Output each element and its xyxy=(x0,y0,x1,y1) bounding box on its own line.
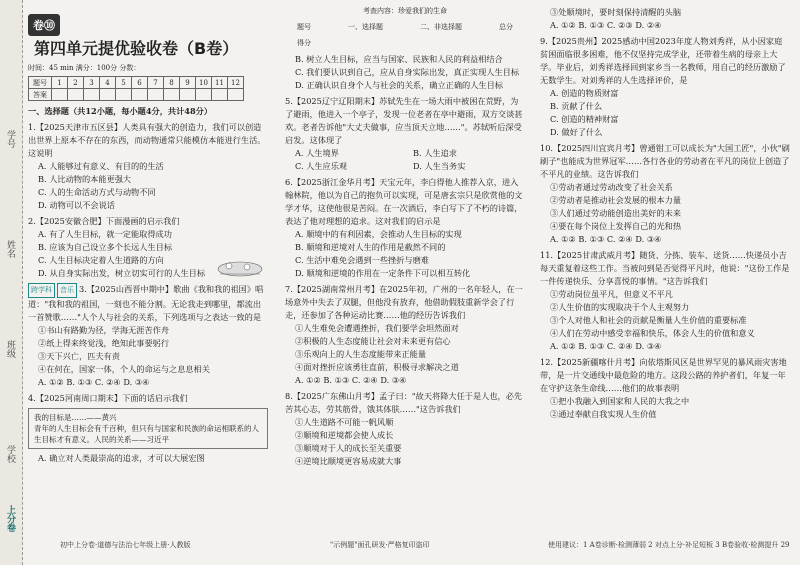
option: ②劳动者是推动社会发展的根本力量 xyxy=(550,195,682,205)
option: ④在何在，国家一体，个人的命运与之息息相关 xyxy=(38,364,210,374)
question-number-cell: 1 xyxy=(52,77,68,89)
option: ④人们在劳动中感受幸福和快乐，体会人生的价值和意义 xyxy=(550,328,755,338)
option: D. 正确认识自身个人与社会的关系，确立正确的人生目标 xyxy=(295,80,503,90)
right-footer xyxy=(548,540,790,550)
question-8 xyxy=(285,390,525,468)
question-stem: 1.【2025天津市五区县】人类具有强大的创造力，我们可以创造出世界上原本不存在的东西，而动物通常只能模仿本能进行生活。这说明 xyxy=(28,122,266,158)
binding-sidebar xyxy=(0,0,23,565)
option: ①劳动岗位虽平凡，但意义不平凡 xyxy=(550,289,673,299)
question-1 xyxy=(28,121,268,212)
unit-badge: 卷⑩ xyxy=(28,14,60,36)
option: ①把小我融入到国家和人民的大我之中 xyxy=(550,396,690,406)
option: B. 贡献了什么 xyxy=(550,101,603,111)
question-stem: 11.【2025甘肃武威月考】随货、分拣、装车、送货……快递员小吉每天重复着这些工作。当被问到是否觉得平凡时，他说："这份工作是一件传递快乐、分享喜悦的事情。"这告诉我们 xyxy=(540,250,790,286)
option: B. 顺境和逆境对人生的作用是截然不同的 xyxy=(295,242,446,252)
option: ④要在每个岗位上发挥自己的光和热 xyxy=(550,221,682,231)
question-stem: 9.【2025贵州】2025感动中国2023年度人物刘秀祥，从小因家庭贫困面临很多困难，他不仅坚持完成学业，还带着生病的母亲上大学。毕业后，刘秀祥选择回到家乡当一名教师，用自己的经历激励了无数学生。对刘秀祥的人生选择评价，是 xyxy=(540,36,786,85)
question-number-cell: 10 xyxy=(196,77,212,89)
question-number-cell: 6 xyxy=(132,77,148,89)
exam-meta: 时间：45 min 满分：100分 分数： xyxy=(28,64,141,72)
options xyxy=(285,147,525,173)
question-12 xyxy=(540,356,790,421)
option: ③天下兴亡，匹夫有责 xyxy=(38,351,120,361)
question-number-cell: 8 xyxy=(164,77,180,89)
score-row: 得分 xyxy=(297,39,311,47)
table-label: 题号 xyxy=(29,77,52,89)
question-11 xyxy=(540,249,790,353)
option: C. 创造的精神财富 xyxy=(550,114,619,124)
answer-cell[interactable] xyxy=(196,89,212,101)
option: B. 人生追求 xyxy=(413,148,457,158)
side-label-id: 学号 xyxy=(5,130,15,148)
question-7 xyxy=(285,283,525,387)
table-label: 答案 xyxy=(29,89,52,101)
option: ②通过奉献自我实现人生价值 xyxy=(550,409,657,419)
question-number-cell: 9 xyxy=(180,77,196,89)
option: ③个人对他人和社会的贡献是衡量人生价值的重要标准 xyxy=(550,315,747,325)
question-stem-text: 3.【2025山西晋中期中】歌曲《我和我的祖国》唱道："我和我的祖国，一刻也不能分割。无论我走到哪里，都流出一首赞歌……"人个人与社会的关系，下列选项与之表达一致的是 xyxy=(28,284,264,322)
question-stem: 10.【2025四川宜宾月考】曾通钳工可以成长为"大国工匠"，小伙"刷刷子"也能成为世界冠军……各行各业的劳动者在平凡的岗位上创造了不平凡的业绩。这告诉我们 xyxy=(540,143,790,179)
choices: A. ①② B. ①③ C. ②④ D. ③④ xyxy=(550,341,662,351)
question-4 xyxy=(28,392,268,465)
quote: 我的目标是……——黄兴 xyxy=(34,413,117,422)
question-stem: 7.【2025湖南常州月考】在2025年初，广州的一名年轻人，在一场意外中失去了双腿，但他没有放弃，他借助假肢重新学会了行走，还参加了各种运动比赛……他的经历告诉我们 xyxy=(285,284,523,320)
option: D. 从自身实际出发，树立切实可行的人生目标 xyxy=(38,268,206,278)
option: ①书山有路勤为径，学海无涯苦作舟 xyxy=(38,325,170,335)
q8-tail xyxy=(540,6,790,32)
option: A. 人生境界 xyxy=(295,148,339,158)
answer-cell[interactable] xyxy=(212,89,228,101)
score-col: 总分 xyxy=(499,23,513,31)
option: C. 人的生命活动方式与动物不同 xyxy=(38,187,156,197)
content-title: 考查内容：珍爱我们的生命 xyxy=(363,7,447,15)
option: ①劳动者通过劳动改变了社会关系 xyxy=(550,182,673,192)
question-stem xyxy=(28,283,268,324)
answer-cell[interactable] xyxy=(52,89,68,101)
answer-cell[interactable] xyxy=(68,89,84,101)
option: A. 有了人生目标，就一定能取得成功 xyxy=(38,229,172,239)
option: ②纸上得来终觉浅，绝知此事要躬行 xyxy=(38,338,170,348)
question-stem: 4.【2025河南周口期末】下面的话启示我们 xyxy=(28,393,188,403)
option: A. 确立对人类最崇高的追求，才可以大展宏图 xyxy=(38,453,205,463)
left-column xyxy=(28,0,268,465)
answer-cell[interactable] xyxy=(100,89,116,101)
right-column xyxy=(540,0,790,421)
answer-table xyxy=(28,76,244,101)
answer-cell[interactable] xyxy=(148,89,164,101)
side-label-class: 班级 xyxy=(5,340,15,358)
option: D. 人生当务实 xyxy=(413,161,466,171)
middle-footer: "示例题"面孔研发·严格复印盗印 xyxy=(330,541,430,549)
option: B. 树立人生目标，应当与国家、民族和人民的利益相结合 xyxy=(295,54,503,64)
choices: A. ①② B. ①③ C. ②③ D. ②④ xyxy=(550,20,662,30)
question-stem: 2.【2025安徽合肥】下面漫画的启示我们 xyxy=(28,216,180,226)
choices: A. ①② B. ①③ C. ②④ D. ③④ xyxy=(295,375,407,385)
option: ④面对挫折应该勇往直前，积极寻求解决之道 xyxy=(295,362,459,372)
option: B. 应该为自己设立多个长远人生目标 xyxy=(38,242,173,252)
subject-tag: 音乐 xyxy=(57,283,77,298)
option: B. 人比动物的本能更强大 xyxy=(38,174,132,184)
answer-cell[interactable] xyxy=(228,89,244,101)
score-col: 二、非选择题 xyxy=(420,23,462,31)
left-footer: 初中上分卷·道德与法治七年级上册·人教版 xyxy=(60,541,191,549)
option: C. 人生应乐观 xyxy=(295,161,348,171)
question-number-cell: 4 xyxy=(100,77,116,89)
quote-box xyxy=(28,408,268,449)
side-label-name: 姓名 xyxy=(5,240,15,258)
option: ②人生价值的实现取决于个人主观努力 xyxy=(550,302,690,312)
option: A. 创造的物质财富 xyxy=(550,88,619,98)
score-col: 一、选择题 xyxy=(348,23,383,31)
option: C. 生活中难免会遇到一些挫折与磨难 xyxy=(295,255,429,265)
usage-tip: 使用建议：1 A卷诊断·检测薄弱 2 对点上分·补足短板 3 B卷验收·检测提升 29 xyxy=(548,541,790,549)
question-stem: 12.【2025新疆喀什月考】向依塔斯风区是世界罕见的暴风雨灾害地带，是一片交通线中最危险的地方。这段公路的养护者们，年复一年在守护这条生命线……他们的故事表明 xyxy=(540,357,787,393)
option: ③处顺境时，要时刻保持清醒的头脑 xyxy=(550,7,682,17)
option: ①人生道路不可能一帆风顺 xyxy=(295,417,394,427)
answer-cell[interactable] xyxy=(132,89,148,101)
question-number-cell: 12 xyxy=(228,77,244,89)
question-number-cell: 7 xyxy=(148,77,164,89)
option: ③人们通过劳动能创造出美好的未来 xyxy=(550,208,682,218)
middle-column xyxy=(285,0,525,468)
answer-cell[interactable] xyxy=(116,89,132,101)
question-10 xyxy=(540,142,790,246)
question-4-cont xyxy=(285,53,525,92)
question-number-cell: 2 xyxy=(68,77,84,89)
option: ③顺境对于人的成长至关重要 xyxy=(295,443,402,453)
title-row xyxy=(28,14,268,59)
question-number-cell: 5 xyxy=(116,77,132,89)
question-5 xyxy=(285,95,525,173)
question-6 xyxy=(285,176,525,280)
score-col: 题号 xyxy=(297,23,311,31)
choices: A. ①② B. ①③ C. ②④ D. ③④ xyxy=(550,234,662,244)
option: A. 人能够过有意义、有目的的生活 xyxy=(38,161,164,171)
option: ③乐观向上的人生态度能带来正能量 xyxy=(295,349,427,359)
page-title: 第四单元提优验收卷（B卷） xyxy=(34,39,239,58)
side-brand: 上分卷 xyxy=(5,505,15,532)
section-heading: 一、选择题（共12小题，每小题4分，共计48分） xyxy=(28,106,213,116)
option: ②积极的人生态度能让社会对未来更有信心 xyxy=(295,336,451,346)
question-stem: 8.【2025广东佛山月考】孟子曰："故天将降大任于是人也，必先苦其心志，劳其筋骨，饿其体肤……"这告诉我们 xyxy=(285,391,523,414)
question-number-cell: 11 xyxy=(212,77,228,89)
choices: A. ①② B. ①③ C. ②④ D. ③④ xyxy=(38,377,150,387)
question-stem: 6.【2025浙江金华月考】天宝元年，李白得他人推荐入京，进入翰林院，他以为自己的抱负可以实现，可是唐玄宗只是欣赏他的文学才华，这使他很是苦闷。在一次酒后，李白写下了不朽的诗篇，表达了他对理想的追求。这对我们的启示是 xyxy=(285,177,523,226)
option: ②顺境和逆境都会使人成长 xyxy=(295,430,394,440)
option: ①人生难免会遭遇挫折，我们要学会坦然面对 xyxy=(295,323,459,333)
answer-cell[interactable] xyxy=(84,89,100,101)
option: D. 动物可以不会说话 xyxy=(38,200,115,210)
option: D. 顺境和逆境的作用在一定条件下可以相互转化 xyxy=(295,268,471,278)
cartoon-illustration xyxy=(215,255,265,279)
answer-cell[interactable] xyxy=(164,89,180,101)
option: ④逆境比顺境更容易成就大事 xyxy=(295,456,402,466)
option: D. 做好了什么 xyxy=(550,127,603,137)
answer-cell[interactable] xyxy=(180,89,196,101)
option: C. 我们要认识到自己，应从自身实际出发，真正实现人生目标 xyxy=(295,67,520,77)
question-9 xyxy=(540,35,790,139)
question-3 xyxy=(28,283,268,389)
side-label-school: 学校 xyxy=(5,445,15,463)
quote: 青年的人生目标会有千百种，但只有与国家和民族的命运相联系的人生目标才有意义。人民的关系——习近平 xyxy=(34,424,259,444)
question-number-cell: 3 xyxy=(84,77,100,89)
score-header xyxy=(285,22,525,32)
question-stem: 5.【2025辽宁辽阳期末】苏轼先生在一场大雨中被困在荒野，为了避雨，他进入一个亭子，发现一位老者在亭中避雨，双方交谈甚欢。老者告诉他"大丈夫做事，应当顶天立地……"。苏轼听后深受启发。这体现了 xyxy=(285,96,523,145)
subject-tag: 跨学科 xyxy=(28,283,55,298)
option: C. 人生目标决定着人生道路的方向 xyxy=(38,255,164,265)
option: A. 顺境中的有利因素，会推动人生目标的实现 xyxy=(295,229,462,239)
